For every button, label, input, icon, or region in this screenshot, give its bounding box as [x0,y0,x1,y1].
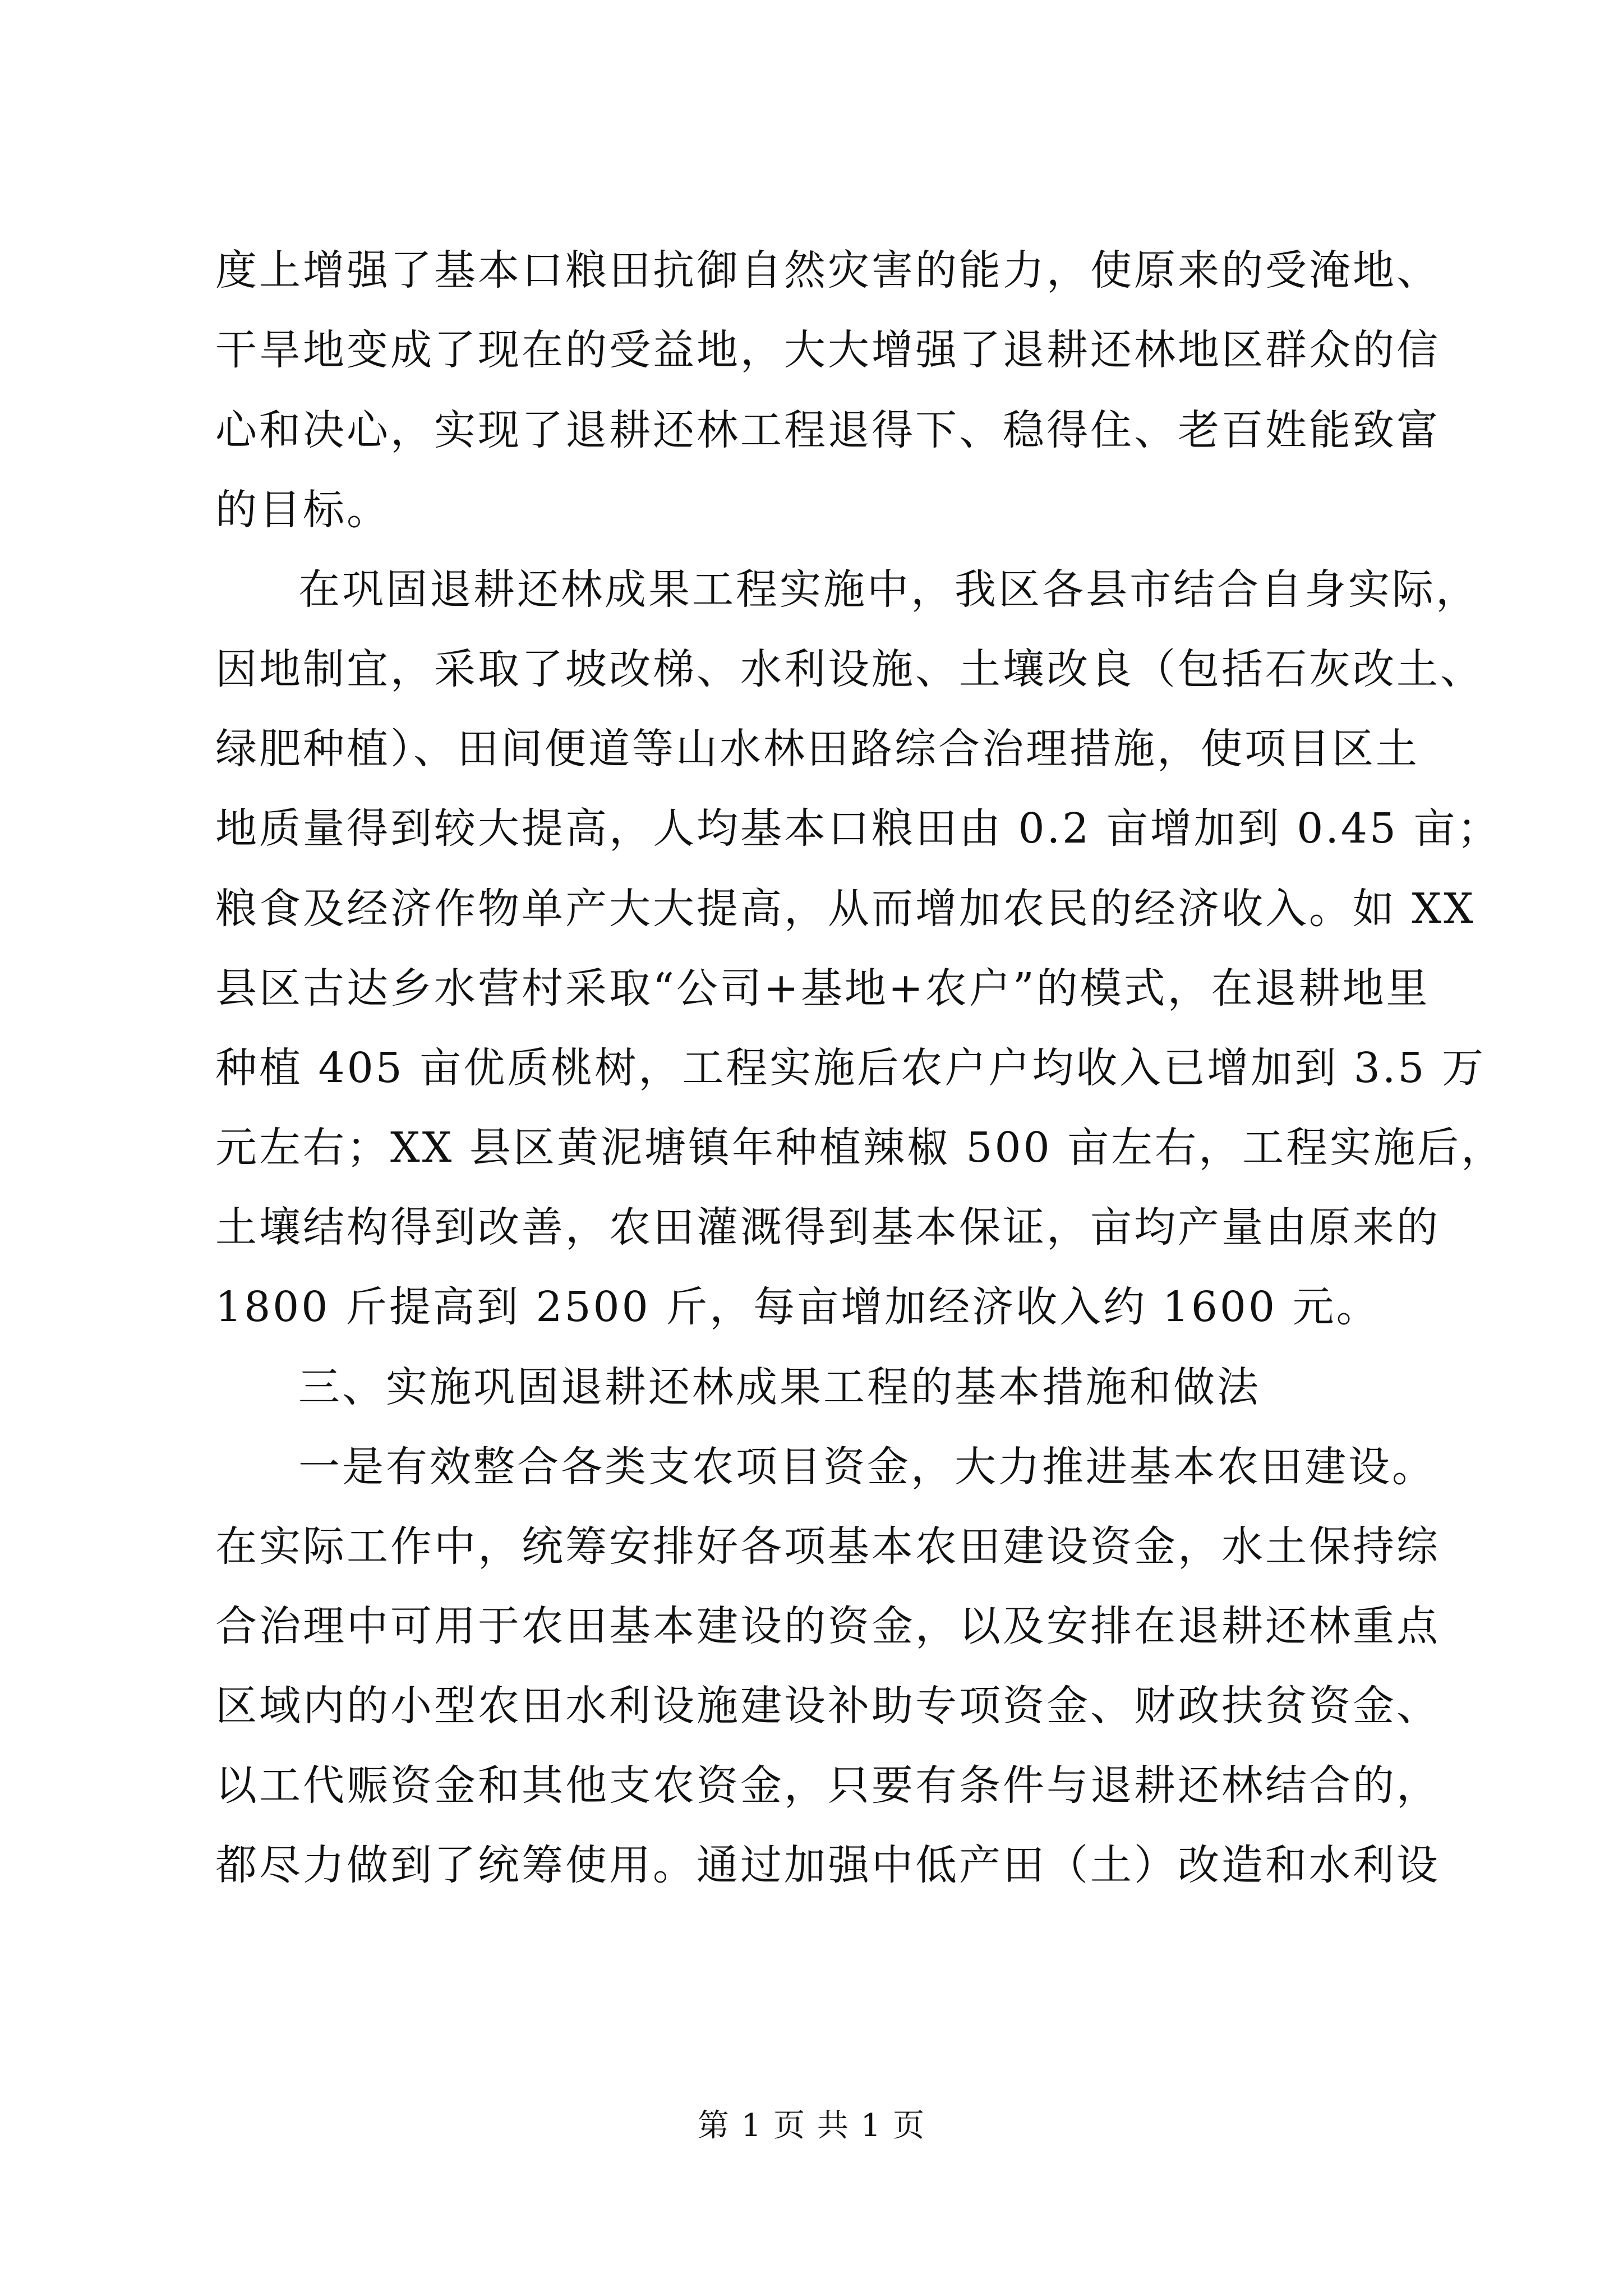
text-line: 合治理中可用于农田基本建设的资金，以及安排在退耕还林重点 [215,1602,1440,1650]
text-line: 度上增强了基本口粮田抗御自然灾害的能力，使原来的受淹地、 [215,246,1440,295]
text-line: 干旱地变成了现在的受益地，大大增强了退耕还林地区群众的信 [215,326,1440,374]
text-line: 县区古达乡水营村采取“公司+基地+农户”的模式，在退耕地里 [215,964,1430,1013]
section-heading: 三、实施巩固退耕还林成果工程的基本措施和做法 [298,1363,1261,1411]
text-line: 地质量得到较大提高，人均基本口粮田由 0.2 亩增加到 0.45 亩； [215,804,1501,853]
text-line: 因地制宜，采取了坡改梯、水利设施、土壤改良（包括石灰改土、 [215,645,1484,693]
text-line: 在实际工作中，统筹安排好各项基本农田建设资金，水土保持综 [215,1522,1440,1571]
text-line: 土壤结构得到改善，农田灌溉得到基本保证，亩均产量由原来的 [215,1203,1440,1251]
text-line: 1800 斤提高到 2500 斤，每亩增加经济收入约 1600 元。 [215,1283,1380,1331]
text-line: 粮食及经济作物单产大大提高，从而增加农民的经济收入。如 XX [215,885,1476,933]
text-line: 都尽力做到了统筹使用。通过加强中低产田（土）改造和水利设 [215,1841,1440,1889]
paragraph-start-line: 一是有效整合各类支农项目资金，大力推进基本农田建设。 [298,1443,1436,1491]
text-line: 心和决心，实现了退耕还林工程退得下、稳得住、老百姓能致富 [215,406,1440,454]
paragraph-start-line: 在巩固退耕还林成果工程实施中，我区各县市结合自身实际， [298,565,1479,614]
text-line: 以工代赈资金和其他支农资金，只要有条件与退耕还林结合的， [215,1761,1440,1810]
text-line: 区域内的小型农田水利设施建设补助专项资金、财政扶贫资金、 [215,1682,1440,1730]
text-line: 的目标。 [215,486,390,534]
page-number-footer: 第 1 页 共 1 页 [697,2108,926,2144]
text-line: 元左右；XX 县区黄泥塘镇年种植辣椒 500 亩左右，工程实施后， [215,1124,1505,1172]
text-line: 种植 405 亩优质桃树，工程实施后农户户均收入已增加到 3.5 万 [215,1044,1486,1092]
text-line: 绿肥种植）、田间便道等山水林田路综合治理措施，使项目区土 [215,725,1419,773]
